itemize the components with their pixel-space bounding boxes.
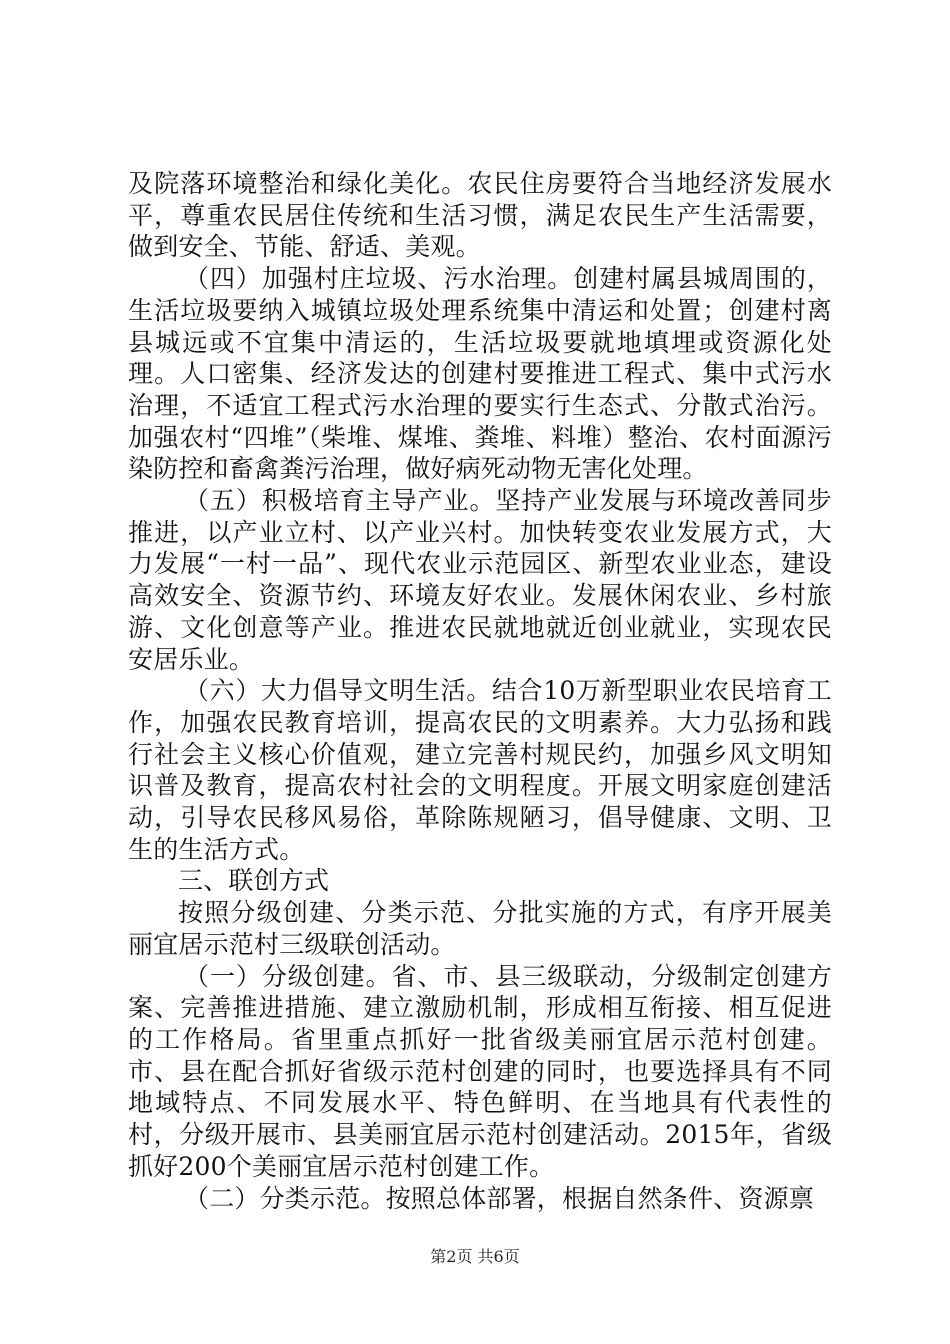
paragraph-section-5: （五）积极培育主导产业。坚持产业发展与环境改善同步推进，以产业立村、以产业兴村。加快转变农业发展方式，大力发展“一村一品”、现代农业示范园区、新型农业业态，建设高效安全、资源节约、环境友好农业。发展休闲农业、乡村旅游、文化创意等产业。推进农民就地就近创业就业，实现农民安居乐业。 xyxy=(128,486,832,674)
page-number-footer: 第2页 共6页 xyxy=(430,1247,520,1266)
paragraph-section-4: （四）加强村庄垃圾、污水治理。创建村属县城周围的，生活垃圾要纳入城镇垃圾处理系统集中清运和处置；创建村离县城远或不宜集中清运的，生活垃圾要就地填埋或资源化处理。人口密集、经济发达的创建村要推进工程式、集中式污水治理，不适宜工程式污水治理的要实行生态式、分散式治污。加强农村“四堆”（柴堆、煤堆、粪堆、料堆）整治、农村面源污染防控和畜禽粪污治理，做好病死动物无害化处理。 xyxy=(128,264,832,484)
paragraph-subsection-1: （一）分级创建。省、市、县三级联动，分级制定创建方案、完善推进措施、建立激励机制，形成相互衔接、相互促进的工作格局。省里重点抓好一批省级美丽宜居示范村创建。市、县在配合抓好省级示范村创建的同时，也要选择具有不同地域特点、不同发展水平、特色鲜明、在当地具有代表性的村，分级开展市、县美丽宜居示范村创建活动。2015年，省级抓好200个美丽宜居示范村创建工作。 xyxy=(128,961,832,1181)
paragraph-joint-creation-intro: 按照分级创建、分类示范、分批实施的方式，有序开展美丽宜居示范村三级联创活动。 xyxy=(128,898,832,959)
paragraph-section-6: （六）大力倡导文明生活。结合10万新型职业农民培育工作，加强农民教育培训，提高农民的文明素养。大力弘扬和践行社会主义核心价值观，建立完善村规民约，加强乡风文明知识普及教育，提高农村社会的文明程度。开展文明家庭创建活动，引导农民移风易俗，革除陈规陋习，倡导健康、文明、卫生的生活方式。 xyxy=(128,676,832,864)
document-body xyxy=(128,168,832,1214)
heading-joint-creation: 三、联创方式 xyxy=(178,866,330,896)
paragraph-housing: 及院落环境整治和绿化美化。农民住房要符合当地经济发展水平，尊重农民居住传统和生活习惯，满足农民生产生活需要，做到安全、节能、舒适、美观。 xyxy=(128,169,832,262)
paragraph-subsection-2: （二）分类示范。按照总体部署，根据自然条件、资源禀 xyxy=(184,1183,815,1213)
